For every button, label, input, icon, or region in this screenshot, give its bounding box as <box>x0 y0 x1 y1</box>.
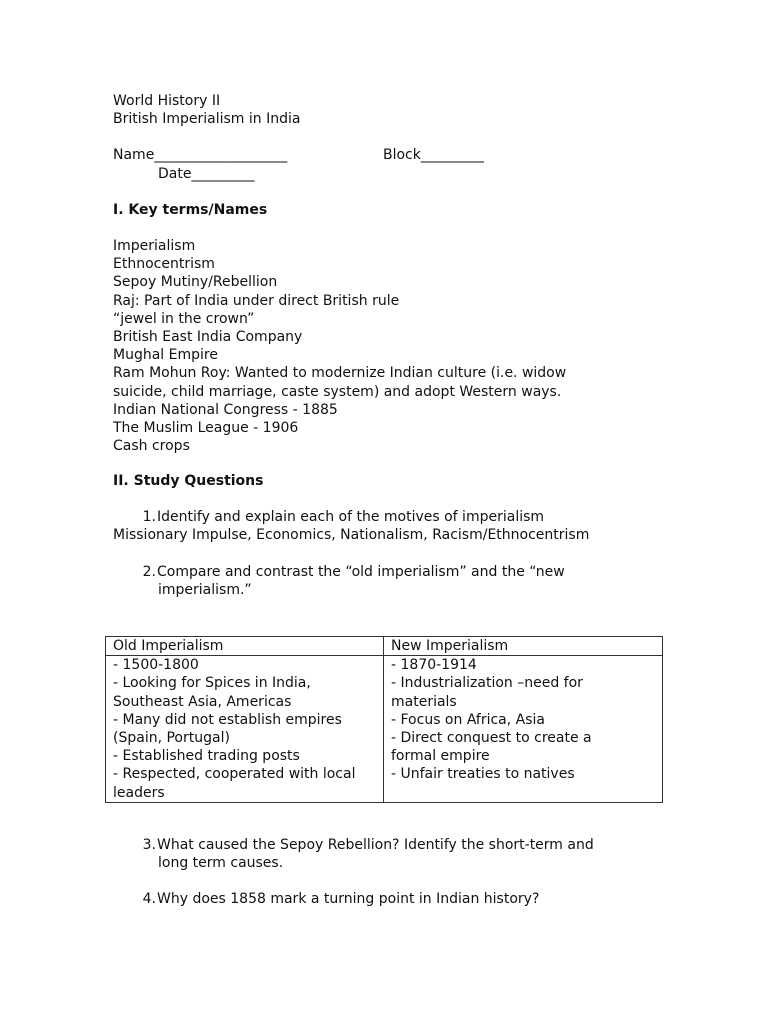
name-field-label: Name___________________ <box>113 147 288 163</box>
course-title: World History II <box>113 93 221 109</box>
new-imperialism-cell <box>384 656 663 803</box>
cell-line: leaders <box>113 784 165 801</box>
question-text: What caused the Sepoy Rebellion? Identify the short-term and <box>157 837 594 853</box>
question-text-continued: Missionary Impulse, Economics, Nationalism, Racism/Ethnocentrism <box>113 527 590 544</box>
column-header: Old Imperialism <box>106 637 384 656</box>
block-field-label: Block_________ <box>383 147 484 163</box>
question-number: 3. <box>142 837 156 853</box>
key-term: Imperialism <box>113 238 196 254</box>
cell-line: (Spain, Portugal) <box>113 730 230 747</box>
cell-line: - Respected, cooperated with local <box>113 766 356 783</box>
imperialism-comparison-table <box>105 636 663 803</box>
table-row <box>106 656 663 803</box>
question-number: 4. <box>142 891 156 907</box>
key-term: “jewel in the crown” <box>113 310 255 327</box>
question-number: 2. <box>142 564 156 580</box>
key-term: suicide, child marriage, caste system) and adopt Western ways. <box>113 383 562 400</box>
table-header-row <box>106 637 663 656</box>
key-term: Ram Mohun Roy: Wanted to modernize Indian culture (i.e. widow <box>113 365 567 382</box>
key-terms-list <box>113 237 566 455</box>
cell-line: - Industrialization –need for <box>391 675 583 692</box>
cell-line: - Many did not establish empires <box>113 711 342 728</box>
question-text-continued: imperialism.” <box>158 582 252 599</box>
cell-line: - Focus on Africa, Asia <box>391 711 545 728</box>
date-field-label: Date_________ <box>158 166 255 182</box>
section-key-terms-heading: I. Key terms/Names <box>113 202 268 218</box>
key-term: Ethnocentrism <box>113 256 215 273</box>
question-text: Identify and explain each of the motives of imperialism <box>157 509 545 525</box>
cell-line: - 1870-1914 <box>391 657 477 674</box>
question-text-continued: long term causes. <box>158 855 284 872</box>
cell-line: - 1500-1800 <box>113 657 199 674</box>
key-term: Mughal Empire <box>113 347 218 364</box>
key-term: The Muslim League - 1906 <box>113 420 299 437</box>
cell-line: - Unfair treaties to natives <box>391 766 575 783</box>
question-text: Why does 1858 mark a turning point in Indian history? <box>157 891 540 907</box>
key-term: Sepoy Mutiny/Rebellion <box>113 274 278 291</box>
question-number: 1. <box>142 509 156 525</box>
cell-line: - Established trading posts <box>113 748 300 765</box>
cell-line: materials <box>391 693 457 710</box>
section-study-questions-heading: II. Study Questions <box>113 473 264 489</box>
topic-title: British Imperialism in India <box>113 111 301 127</box>
question-4 <box>113 890 539 908</box>
question-3 <box>113 836 594 872</box>
key-term: British East India Company <box>113 329 303 346</box>
cell-line: - Looking for Spices in India, <box>113 675 311 692</box>
question-text: Compare and contrast the “old imperialism” and the “new <box>157 564 565 580</box>
question-1 <box>113 508 589 544</box>
cell-line: Southeast Asia, Americas <box>113 693 292 710</box>
key-term: Raj: Part of India under direct British rule <box>113 292 400 309</box>
cell-line: - Direct conquest to create a <box>391 730 592 747</box>
column-header: New Imperialism <box>384 637 663 656</box>
cell-line: formal empire <box>391 748 490 765</box>
key-term: Cash crops <box>113 438 190 455</box>
key-term: Indian National Congress - 1885 <box>113 401 338 418</box>
old-imperialism-cell <box>106 656 384 803</box>
question-2 <box>113 563 565 599</box>
